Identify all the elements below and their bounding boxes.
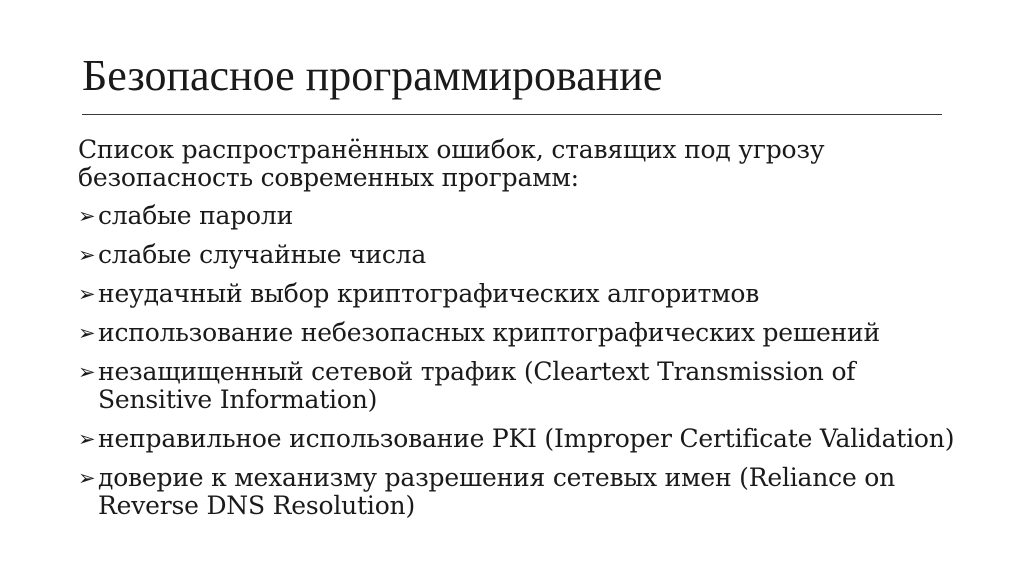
list-item xyxy=(78,358,958,414)
bullet-text: неправильное использование PKI (Improper Certificate Validation) xyxy=(98,424,955,453)
bullet-text: слабые пароли xyxy=(98,201,294,230)
arrow-bullet-icon: ➢ xyxy=(78,321,96,345)
bullet-text: использование небезопасных криптографических решений xyxy=(98,318,880,347)
arrow-bullet-icon: ➢ xyxy=(78,282,96,306)
arrow-bullet-icon: ➢ xyxy=(78,243,96,267)
bullet-list xyxy=(78,202,958,520)
title-divider xyxy=(82,114,942,115)
arrow-bullet-icon: ➢ xyxy=(78,466,96,490)
intro-text: Список распространённых ошибок, ставящих под угрозу безопасность современных программ: xyxy=(78,135,825,192)
bullet-text: незащищенный сетевой трафик (Cleartext Transmission of Sensitive Information) xyxy=(98,357,856,414)
list-item xyxy=(78,425,958,453)
slide-body xyxy=(78,136,958,531)
arrow-bullet-icon: ➢ xyxy=(78,204,96,228)
bullet-text: слабые случайные числа xyxy=(98,240,427,269)
bullet-text: неудачный выбор криптографических алгоритмов xyxy=(98,279,760,308)
bullet-text: доверие к механизму разрешения сетевых имен (Reliance on Reverse DNS Resolution) xyxy=(98,463,896,520)
arrow-bullet-icon: ➢ xyxy=(78,427,96,451)
arrow-bullet-icon: ➢ xyxy=(78,360,96,384)
list-item xyxy=(78,464,958,520)
list-item xyxy=(78,241,958,269)
list-item xyxy=(78,202,958,230)
slide-title: Безопасное программирование xyxy=(82,51,663,100)
list-item xyxy=(78,319,958,347)
list-item xyxy=(78,280,958,308)
